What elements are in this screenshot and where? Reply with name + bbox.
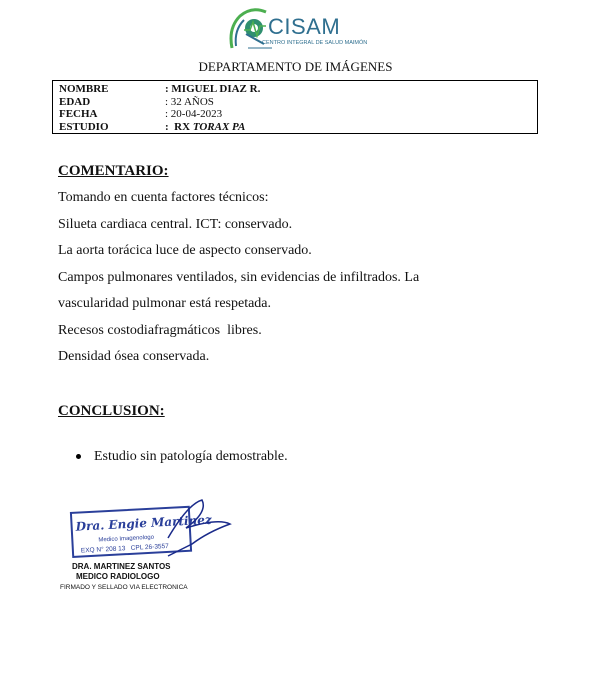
stamp-id: EXQ N° 208 13 CPL 26-3557 [80,542,169,555]
info-row-study [59,121,537,134]
conclusion-heading: CONCLUSION: [58,403,165,419]
bullet-icon [76,454,81,459]
comentario-line: La aorta torácica luce de aspecto conservado. [58,243,312,258]
signature-stamp [68,498,238,560]
info-value: : RX [165,120,193,133]
comentario-line: Silueta cardiaca central. ICT: conservado. [58,217,293,232]
info-label: NOMBRE [59,83,109,95]
info-row-name [59,83,537,96]
signature-note: FIRMADO Y SELLADO VIA ELECTRONICA [60,584,188,591]
info-label: EDAD [59,95,91,108]
info-value: : MIGUEL DIAZ R. [165,83,261,95]
comentario-line: Campos pulmonares ventilados, sin evidencias de infiltrados. La [58,270,420,285]
stamp-title: Medico Imagenologo [98,534,155,544]
comentario-line: Densidad ósea conservada. [58,349,210,364]
info-value: : 20-04-2023 [165,108,223,120]
comentario-line: Recesos costodiafragmáticos libres. [58,323,262,338]
signer-name: DRA. MARTINEZ SANTOS [72,562,171,571]
comentario-heading: COMENTARIO: [58,163,169,179]
info-value-italic: TORAX PA [192,120,246,133]
info-value: : 32 AÑOS [165,95,214,108]
info-row-date [59,108,537,121]
comentario-line: vascularidad pulmonar está respetada. [58,296,272,311]
logo-subtitle: CENTRO INTEGRAL DE SALUD MAIMÓN [262,40,368,46]
signer-title: MEDICO RADIOLOGO [76,572,160,581]
patient-info-box [52,80,538,134]
info-label: ESTUDIO [59,120,109,133]
conclusion-item: Estudio sin patología demostrable. [94,449,288,464]
stamp-name: Dra. Engie Martinez [75,512,212,534]
info-row-age [59,96,537,109]
info-label: FECHA [59,108,98,120]
department-title: DEPARTAMENTO DE IMÁGENES [198,59,393,74]
comentario-line: Tomando en cuenta factores técnicos: [58,190,269,205]
logo-text: CISAM [268,14,341,39]
